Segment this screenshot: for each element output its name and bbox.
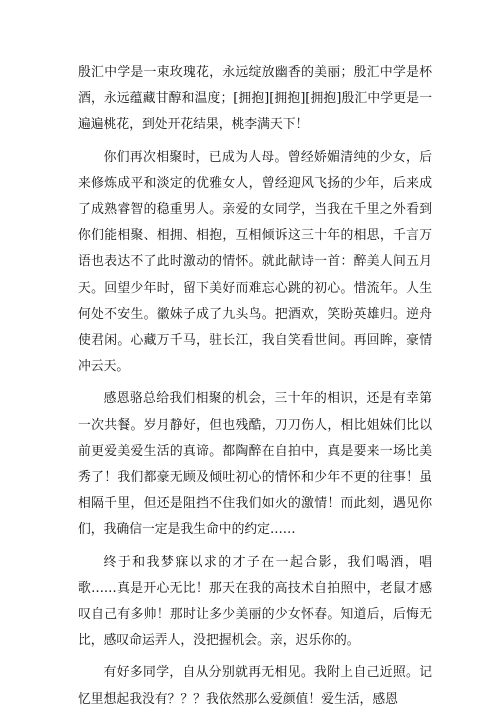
- paragraph-3: 感恩骆总给我们相聚的机会，三十年的相识，还是有幸第一次共餐。岁月静好，但也残酷，刀刀伤人，相比姐妹们比以前更爱美爱生活的真谛。都陶醉在自拍中，真是要来一场比美秀了！我们都豪无顾及倾吐初心的情怀和少年不更的往事！虽相隔千里，但还是阻挡不住我们如火的激情！而此刻，遇见你们，我确信一定是我生命中的约定……: [78, 391, 432, 538]
- paragraph-4: 终于和我梦寐以求的才子在一起合影，我们喝酒，唱歌……真是开心无比！那天在我的高技术自拍照中，老鼠才感叹自己有多帅！那时让多少美丽的少女怀春。知道后，后悔无比，感叹命运弄人，没把握机会。亲，迟乐你的。: [78, 554, 432, 649]
- paragraph-2: 你们再次相聚时，已成为人母。曾经娇媚清纯的少女，后来修炼成平和淡定的优雅女人，曾经迎风飞扬的少年，后来成了成熟睿智的稳重男人。亲爱的女同学，当我在千里之外看到你们能相聚、相拥、相抱，互相倾诉这三十年的相思，千言万语也表达不了此时激动的情怀。就此献诗一首：醉美人间五月天。回望少年时，留下美好而难忘心跳的初心。惜流年。人生何处不安生。徽妹子成了九头鸟。把酒欢，笑盼英雄归。逆舟使君闲。心藏万千马，驻长江，我自笑看世间。再回眸，豪情冲云天。: [78, 149, 432, 375]
- document-body: [78, 60, 432, 719]
- paragraph-1: 殷汇中学是一束玫瑰花，永远绽放幽香的美丽；殷汇中学是杯酒，永远蕴藏甘醇和温度；[拥抱][拥抱][拥抱]殷汇中学更是一遍遍桃花，到处开花结果，桃李满天下！: [78, 65, 432, 133]
- paragraph-5: 有好多同学，自从分别就再无相见。我附上自己近照。记忆里想起我没有？？？我依然那么爱颜值！爱生活，感恩: [78, 665, 432, 707]
